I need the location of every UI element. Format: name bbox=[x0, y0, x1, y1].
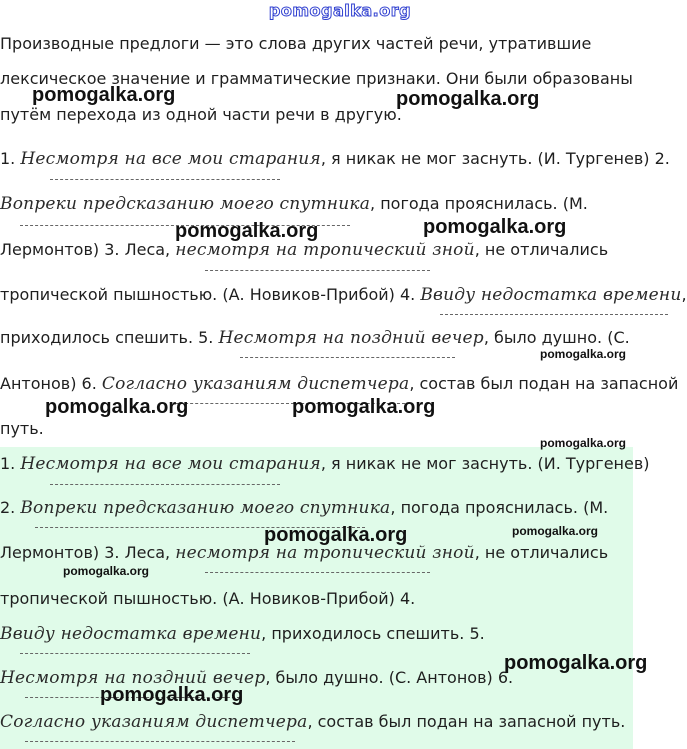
text: 1. bbox=[0, 454, 21, 473]
text: , не отличались bbox=[474, 240, 609, 259]
text: , я никак не мог заснуть. (И. Тургенев) 2. bbox=[320, 149, 670, 168]
preposition-italic: Ввиду недостатка времени bbox=[420, 285, 682, 305]
text: , погода прояснилась. (М. bbox=[390, 498, 609, 517]
underline bbox=[205, 572, 430, 573]
underline bbox=[440, 314, 668, 315]
underline bbox=[50, 484, 280, 485]
intro-line-2: лексическое значение и грамматические признаки. Они были образованы bbox=[0, 69, 633, 88]
p2-line-7 bbox=[0, 711, 625, 733]
watermark: pomogalka.org bbox=[100, 684, 244, 706]
watermark: pomogalka.org bbox=[396, 88, 540, 110]
preposition-italic: Несмотря на все мои старания bbox=[20, 454, 321, 474]
preposition-italic: несмотря на тропический зной bbox=[175, 240, 475, 260]
preposition-italic: Несмотря на поздний вечер bbox=[218, 328, 484, 348]
p2-line-6 bbox=[0, 667, 513, 689]
p2-line-2 bbox=[0, 497, 608, 519]
p1-line-5 bbox=[0, 327, 630, 349]
watermark: pomogalka.org bbox=[45, 396, 189, 418]
preposition-italic: Вопреки предсказанию моего спутника bbox=[0, 194, 371, 214]
p1-line-2 bbox=[0, 193, 588, 215]
text: , было душно. (С. bbox=[483, 328, 630, 347]
text: 2. bbox=[0, 498, 21, 517]
text: Лермонтов) 3. Леса, bbox=[0, 543, 176, 562]
text: тропической пышностью. (А. Новиков-Прибой) 4. bbox=[0, 285, 421, 304]
watermark: pomogalka.org bbox=[175, 220, 319, 242]
text: , погода прояснилась. (М. bbox=[370, 194, 588, 213]
text: , bbox=[681, 285, 687, 304]
p1-line-7: путь. bbox=[0, 419, 44, 438]
text: Лермонтов) 3. Леса, bbox=[0, 240, 176, 259]
p1-line-1 bbox=[0, 148, 670, 170]
text: , было душно. (С. Антонов) 6. bbox=[265, 668, 514, 687]
text: , приходилось спешить. 5. bbox=[261, 624, 485, 643]
intro-line-1: Производные предлоги — это слова других частей речи, утратившие bbox=[0, 34, 592, 53]
watermark: pomogalka.org bbox=[423, 216, 567, 238]
preposition-italic: Несмотря на все мои старания bbox=[20, 149, 321, 169]
preposition-italic: Несмотря на поздний вечер bbox=[0, 668, 266, 688]
preposition-italic: Согласно указаниям диспетчера bbox=[101, 374, 410, 394]
preposition-italic: Согласно указаниям диспетчера bbox=[0, 712, 308, 732]
p1-line-4 bbox=[0, 284, 687, 306]
p2-line-4: тропической пышностью. (А. Новиков-Прибой) 4. bbox=[0, 589, 416, 608]
text: приходилось спешить. 5. bbox=[0, 328, 219, 347]
watermark: pomogalka.org bbox=[63, 564, 150, 578]
preposition-italic: несмотря на тропический зной bbox=[175, 543, 475, 563]
underline bbox=[20, 653, 250, 654]
underline bbox=[50, 179, 280, 180]
watermark: pomogalka.org bbox=[540, 347, 627, 361]
text: Антонов) 6. bbox=[0, 374, 102, 393]
p2-line-5 bbox=[0, 623, 485, 645]
watermark: pomogalka.org bbox=[512, 524, 599, 538]
watermark: pomogalka.org bbox=[292, 396, 436, 418]
text: , я никак не мог заснуть. (И. Тургенев) bbox=[320, 454, 650, 473]
underline bbox=[205, 270, 430, 271]
watermark: pomogalka.org bbox=[540, 436, 627, 450]
watermark: pomogalka.org bbox=[264, 524, 408, 546]
header-watermark: pomogalka.org bbox=[268, 1, 412, 20]
text: , не отличались bbox=[474, 543, 609, 562]
p2-line-1 bbox=[0, 453, 650, 475]
p1-line-6 bbox=[0, 373, 678, 395]
text: , состав был подан на запасной путь. bbox=[307, 712, 626, 731]
text: , состав был подан на запасной bbox=[409, 374, 679, 393]
underline bbox=[25, 741, 295, 742]
underline bbox=[240, 357, 455, 358]
preposition-italic: Вопреки предсказанию моего спутника bbox=[20, 498, 391, 518]
text: 1. bbox=[0, 149, 21, 168]
watermark: pomogalka.org bbox=[504, 652, 648, 674]
preposition-italic: Ввиду недостатка времени bbox=[0, 624, 262, 644]
intro-line-3: путём перехода из одной части речи в другую. bbox=[0, 105, 402, 124]
watermark: pomogalka.org bbox=[32, 84, 176, 106]
